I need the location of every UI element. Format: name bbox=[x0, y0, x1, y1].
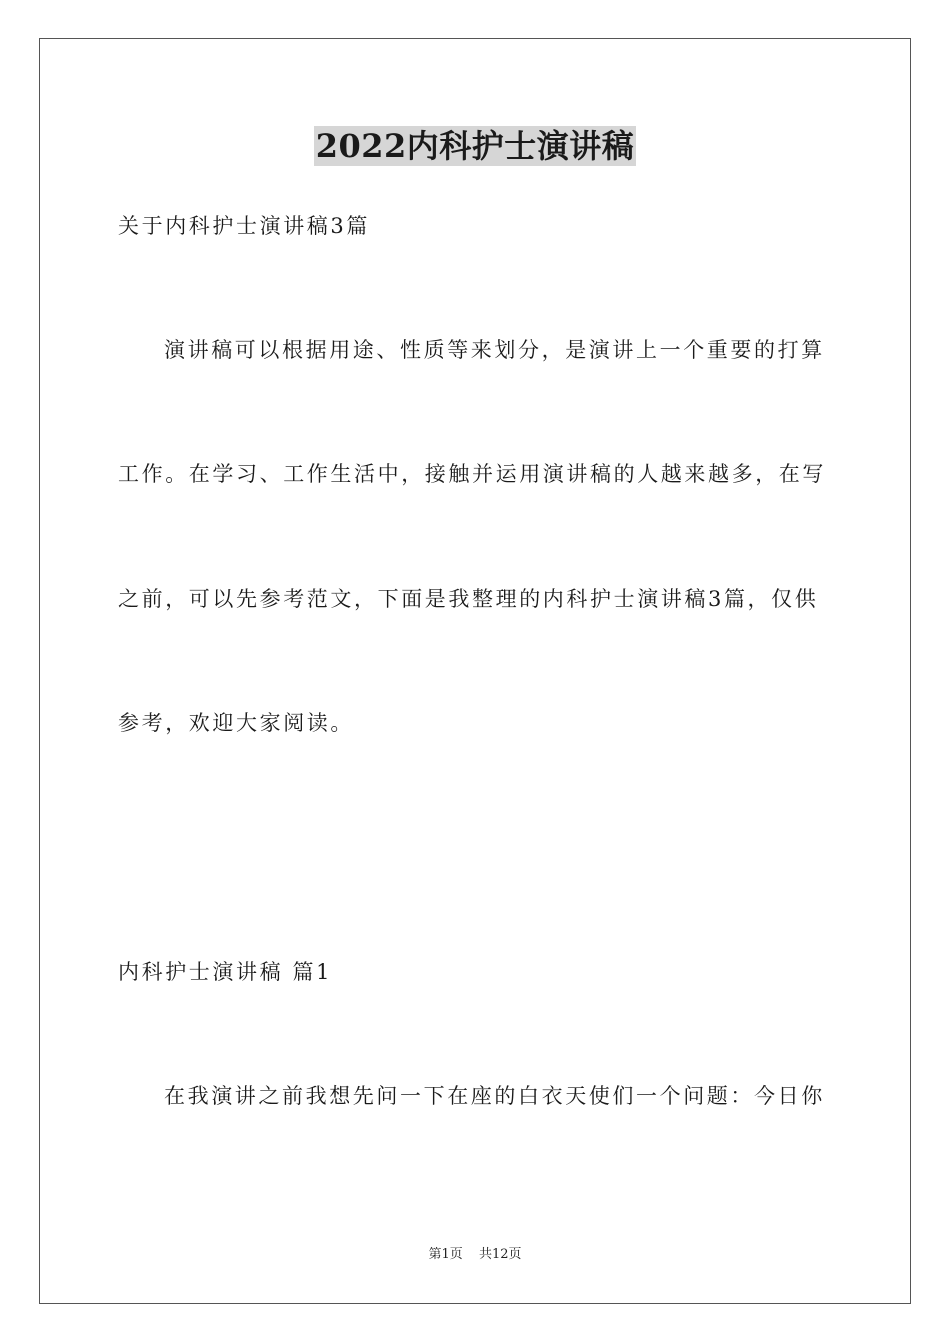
paragraph-line: 工作。在学习、工作生活中，接触并运用演讲稿的人越来越多，在写 bbox=[118, 462, 826, 486]
page-number: 第1页 bbox=[428, 1247, 463, 1262]
page-total: 共12页 bbox=[478, 1247, 522, 1262]
paragraph-line: 演讲稿可以根据用途、性质等来划分，是演讲上一个重要的打算 bbox=[164, 338, 825, 362]
section-heading: 内科护士演讲稿 篇1 bbox=[118, 960, 333, 984]
paragraph-line: 之前，可以先参考范文，下面是我整理的内科护士演讲稿3篇，仅供 bbox=[118, 587, 819, 611]
paragraph-line: 在我演讲之前我想先问一下在座的白衣天使们一个问题：今日你 bbox=[164, 1084, 825, 1108]
document-title: 2022内科护士演讲稿 bbox=[315, 127, 635, 165]
document-subtitle: 关于内科护士演讲稿3篇 bbox=[118, 214, 370, 238]
page-footer bbox=[0, 1246, 950, 1264]
title-container bbox=[0, 126, 950, 166]
paragraph-line: 参考，欢迎大家阅读。 bbox=[118, 711, 354, 735]
